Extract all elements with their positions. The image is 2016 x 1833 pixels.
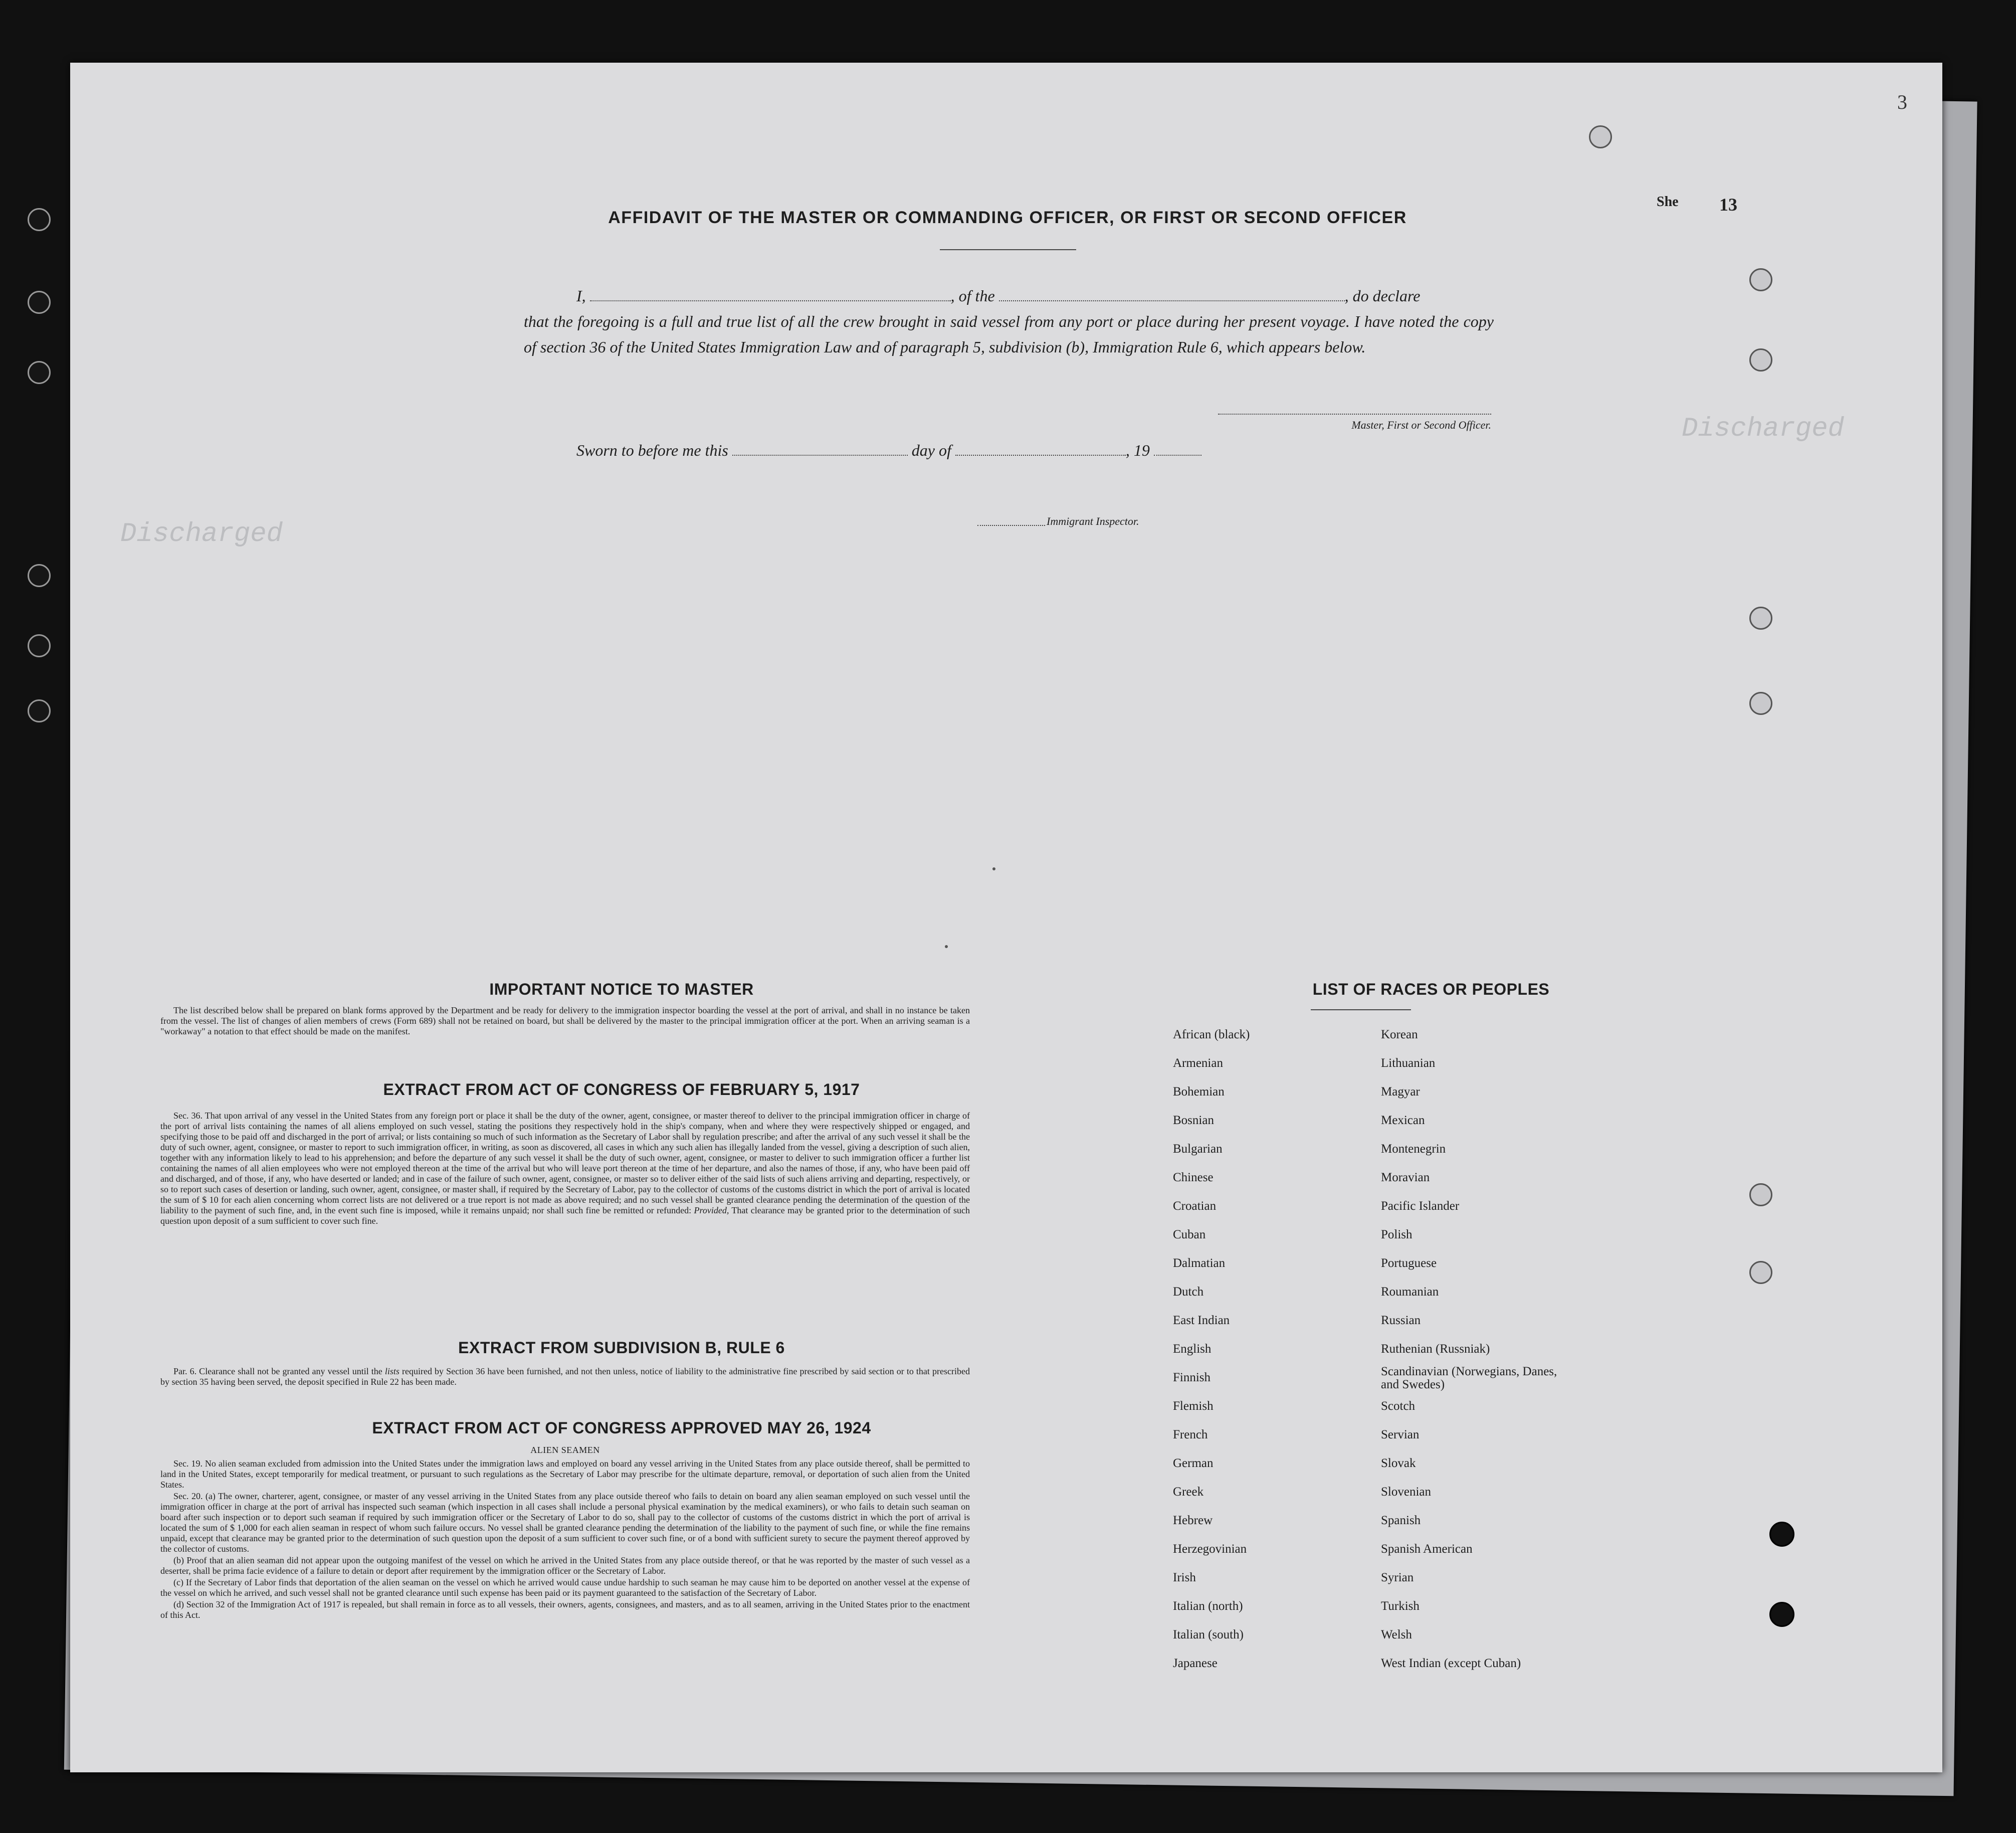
sworn-prefix: Sworn to before me this [576, 441, 728, 459]
race-item: Irish [1173, 1571, 1196, 1584]
alien-seamen-subtitle: ALIEN SEAMEN [530, 1445, 600, 1455]
extract-rule6-heading: EXTRACT FROM SUBDIVISION B, RULE 6 [458, 1339, 785, 1357]
extract-1917-text [160, 1111, 970, 1227]
notice-heading: IMPORTANT NOTICE TO MASTER [489, 980, 754, 998]
sworn-month-field[interactable] [955, 442, 1126, 456]
affidavit-first-line [524, 283, 1494, 309]
sheet-mark: She [1657, 194, 1679, 210]
race-item: Dalmatian [1173, 1256, 1226, 1270]
race-item: Ruthenian (Russniak) [1381, 1342, 1490, 1356]
sworn-year-field[interactable] [1154, 442, 1201, 456]
punch-hole-left-5 [28, 634, 51, 657]
sec-36-text-end: That clearance may be granted prior to the determination of such question upon deposit of a sum sufficient to cover such fine. [160, 1205, 970, 1226]
page-number-note: 3 [1897, 91, 1907, 113]
sec-36-proviso: Provided, [694, 1205, 729, 1215]
punch-hole-right-1 [1749, 268, 1772, 291]
race-item: West Indian (except Cuban) [1381, 1657, 1521, 1670]
races-right-column [1381, 1020, 1591, 1678]
punch-hole-left-2 [28, 291, 51, 314]
bleed-through-note-1: Discharged [1682, 414, 1845, 444]
race-item: Herzegovinian [1173, 1542, 1247, 1556]
sec-20d-paragraph: (d) Section 32 of the Immigration Act of 1917 is repealed, but shall remain in force as to all vessels, their owners, agents, consignees, and masters, and as to all seamen, arriving in the United States prior to the enactment of this Act. [160, 1599, 970, 1620]
race-item: Mexican [1381, 1114, 1425, 1127]
race-item: Servian [1381, 1428, 1420, 1441]
affidavit-title: AFFIDAVIT OF THE MASTER OR COMMANDING OFFICER, OR FIRST OR SECOND OFFICER [608, 208, 1407, 227]
race-item: Bosnian [1173, 1114, 1214, 1127]
race-item: Russian [1381, 1314, 1421, 1327]
notice-paragraph: The list described below shall be prepared on blank forms approved by the Department and be ready for delivery to the immigration inspector boarding the vessel at the port of arrival, and shall in no instance be taken from the vessel. The list of changes of alien members of crews (Form 689) shall not be retained on board, but shall be delivered by the master to the principal immigration officer at the port. When an arriving seaman is a "workaway" a notation to that effect should be made on the manifest. [160, 1005, 970, 1036]
races-left-column [1173, 1020, 1250, 1678]
race-item: French [1173, 1428, 1208, 1441]
race-item: Magyar [1381, 1085, 1420, 1098]
race-item: East Indian [1173, 1314, 1230, 1327]
race-item: Korean [1381, 1028, 1418, 1041]
extract-1924-text [160, 1444, 970, 1621]
par-6-lists: lists [384, 1366, 399, 1376]
race-item: German [1173, 1456, 1214, 1470]
race-item: Bulgarian [1173, 1142, 1223, 1156]
vessel-name-field[interactable] [999, 287, 1345, 301]
sworn-day-of: day of [911, 441, 951, 459]
bleed-through-note-2: Discharged [120, 519, 283, 549]
sec-20c-paragraph: (c) If the Secretary of Labor finds that deportation of the alien seaman on the vessel on which he arrived would cause undue hardship to such seaman he may cause him to be deported on another vessel at the expense of the vessel on which he arrived, and such vessel shall not be granted clearance until such expense has been paid or its payment guaranteed to the satisfaction of the Secretary of Labor. [160, 1577, 970, 1598]
affidavit-declare: , do declare [1344, 287, 1421, 305]
race-item: Spanish American [1381, 1542, 1473, 1556]
races-heading: LIST OF RACES OR PEOPLES [1312, 980, 1550, 998]
document-page [70, 63, 1942, 1772]
smudge [992, 867, 995, 870]
sec-20b-paragraph: (b) Proof that an alien seaman did not appear upon the outgoing manifest of the vessel on which he arrived in the United States from any place outside thereof, or that he was reported by the master of such vessel as a deserter, shall be prima facie evidence of a failure to detain or deport after requirement by the immigration officer or the Secretary of Labor. [160, 1555, 970, 1576]
smudge [945, 945, 948, 948]
race-item: Armenian [1173, 1056, 1223, 1070]
race-item: Scandinavian (Norwegians, Danes, and Swedes) [1381, 1365, 1557, 1391]
punch-hole-right-4 [1749, 692, 1772, 715]
punch-hole-right-5 [1749, 1183, 1772, 1206]
race-item: Flemish [1173, 1399, 1214, 1413]
affidavit-body: that the foregoing is a full and true list of all the crew brought in said vessel from any port or place during her present voyage. I have noted the copy of section 36 of the United States Immigration Law and of paragraph 5, subdivision (b), Immigration Rule 6, which appears below. [524, 312, 1494, 356]
punch-hole-left-1 [28, 208, 51, 231]
signature-caption: Master, First or Second Officer. [1351, 419, 1491, 431]
race-item: Scotch [1381, 1399, 1416, 1413]
race-item: Italian (south) [1173, 1628, 1244, 1641]
race-item: Portuguese [1381, 1256, 1437, 1270]
extract-1917-heading: EXTRACT FROM ACT OF CONGRESS OF FEBRUARY 5, 1917 [383, 1080, 860, 1098]
sworn-day-field[interactable] [732, 442, 908, 456]
punch-hole-right-6 [1749, 1261, 1772, 1284]
race-item: Pacific Islander [1381, 1199, 1460, 1213]
race-item: Spanish [1381, 1514, 1421, 1527]
race-item: Moravian [1381, 1171, 1430, 1184]
par-6-text: Par. 6. Clearance shall not be granted any vessel until the [173, 1366, 382, 1376]
punch-hole-left-6 [28, 699, 51, 722]
race-item: Syrian [1381, 1571, 1414, 1584]
title-rule [940, 249, 1076, 250]
affidavit-i: I, [576, 287, 586, 305]
officer-name-field[interactable] [590, 287, 951, 301]
punch-hole-left-4 [28, 564, 51, 587]
par-6-text-end: required by Section 36 have been furnished, and not then unless, notice of liability to the administrative fine prescribed by said section or to that prescribed by section 35 having been served, the deposit specified in Rule 22 has been made. [160, 1366, 970, 1387]
par-6-paragraph [160, 1366, 970, 1387]
race-item: Greek [1173, 1485, 1204, 1499]
race-item: Italian (north) [1173, 1599, 1243, 1613]
sworn-line [576, 441, 1201, 460]
affidavit-statement [524, 283, 1494, 360]
races-heading-rule [1311, 1009, 1411, 1010]
punch-hole-right-8 [1769, 1602, 1794, 1627]
race-item: Slovak [1381, 1456, 1416, 1470]
race-item: Welsh [1381, 1628, 1412, 1641]
sheet-number: 13 [1719, 195, 1737, 215]
extract-1924-heading: EXTRACT FROM ACT OF CONGRESS APPROVED MAY 26, 1924 [372, 1419, 871, 1437]
punch-hole-right-3 [1749, 607, 1772, 630]
affidavit-of-the: , of the [950, 287, 995, 305]
race-item: Bohemian [1173, 1085, 1225, 1098]
punch-hole-right-2 [1749, 348, 1772, 372]
race-item: Lithuanian [1381, 1056, 1436, 1070]
race-item: Hebrew [1173, 1514, 1213, 1527]
sec-20a-paragraph: Sec. 20. (a) The owner, charterer, agent, consignee, or master of any vessel arriving in the United States from any place outside thereof who fails to detain on board any alien seaman employed on such vessel until the immigration officer in charge at the port of arrival has inspected such seaman (which inspection in all cases shall include a personal physical examination by the medical examiners), or who fails to detain such seaman on board after such inspection or to deport such seaman if required by such immigration officer or the Secretary of Labor to do so, shall pay to the collector of customs of the customs district in which the port of arrival is located the sum of $ 1,000 for each alien seaman in respect of whom such failure occurs. No vessel shall be granted clearance pending the determination of the liability to the payment of such fine, or while the fine remains unpaid, except that clearance may be granted prior to the determination of such question upon the deposit of a sum sufficient to cover such fine, or of a bond with sufficient surety to secure the payment thereof approved by the collector of customs. [160, 1491, 970, 1554]
extract-rule6-text [160, 1366, 970, 1388]
race-item: Croatian [1173, 1199, 1217, 1213]
notice-text [160, 1005, 970, 1038]
master-signature-field[interactable] [1218, 414, 1491, 415]
sec-36-text: Sec. 36. That upon arrival of any vessel in the United States from any foreign port or place it shall be the duty of the owner, agent, consignee, or master thereof to deliver to the principal immigration officer in charge of the port of arrival lists containing the names of all aliens employed on such vessel, stating the positions they respectively hold in the ship's company, when and where they were respectively shipped or engaged, and specifying those to be paid off and discharged in the port of arrival; or lists containing so much of such information as the Secretary of Labor shall by regulation prescribe; and after the arrival of any such vessel it shall be the duty of such owner, agent, consignee, or master to report to such immigration officer, in writing, as soon as discovered, all cases in which any such alien has illegally landed from the vessel, giving a description of such alien, together with any information likely to lead to his apprehension; and before the departure of any such vessel it shall be the duty of such owner, agent, consignee, or master to deliver to such immigration officer a further list containing the names of all alien employees who were not employed thereon at the time of the arrival but who will leave port thereon at the time of her departure, and also the names of those, if any, who have been paid off and discharged, and of those, if any, who have deserted or landed; and in case of the failure of such owner, agent, consignee, or master so to deliver either of the said lists of such aliens arriving and departing, respectively, or so to report such cases of desertion or landing, such owner, agent, consignee, or master shall, if required by the Secretary of Labor, pay to the collector of customs of the customs district in which the port of arrival is located the sum of $ 10 for each alien concerning whom correct lists are not delivered or a true report is not made as above required; and no such vessel shall be granted clearance pending the determination of the question of the liability to the payment of such fine, and, in the event such fine is imposed, while it remains unpaid; nor shall such fine be remitted or refunded: [160, 1111, 970, 1215]
race-item: Turkish [1381, 1599, 1420, 1613]
race-item: Roumanian [1381, 1285, 1439, 1299]
race-item: Cuban [1173, 1228, 1206, 1241]
punch-hole-left-3 [28, 361, 51, 384]
race-item: African (black) [1173, 1028, 1250, 1041]
race-item: Polish [1381, 1228, 1413, 1241]
sec-36-paragraph [160, 1111, 970, 1226]
race-item: Japanese [1173, 1657, 1218, 1670]
race-item: English [1173, 1342, 1212, 1356]
race-item: Finnish [1173, 1371, 1211, 1384]
sworn-year: , 19 [1125, 441, 1150, 459]
inspector-caption: Immigrant Inspector. [1047, 515, 1139, 527]
punch-hole-right-7 [1769, 1522, 1794, 1547]
race-item: Montenegrin [1381, 1142, 1446, 1156]
inspector-signature-field[interactable] [977, 525, 1045, 526]
punch-hole-top [1589, 125, 1612, 148]
sec-19-paragraph: Sec. 19. No alien seaman excluded from admission into the United States under the immigration laws and employed on board any vessel arriving in the United States from any place outside thereof, shall be permitted to land in the United States, except temporarily for medical treatment, or pursuant to such regulations as the Secretary of Labor may prescribe for the ultimate departure, removal, or deportation of such alien from the United States. [160, 1458, 970, 1490]
race-item: Slovenian [1381, 1485, 1431, 1499]
race-item: Dutch [1173, 1285, 1204, 1299]
race-item: Chinese [1173, 1171, 1214, 1184]
